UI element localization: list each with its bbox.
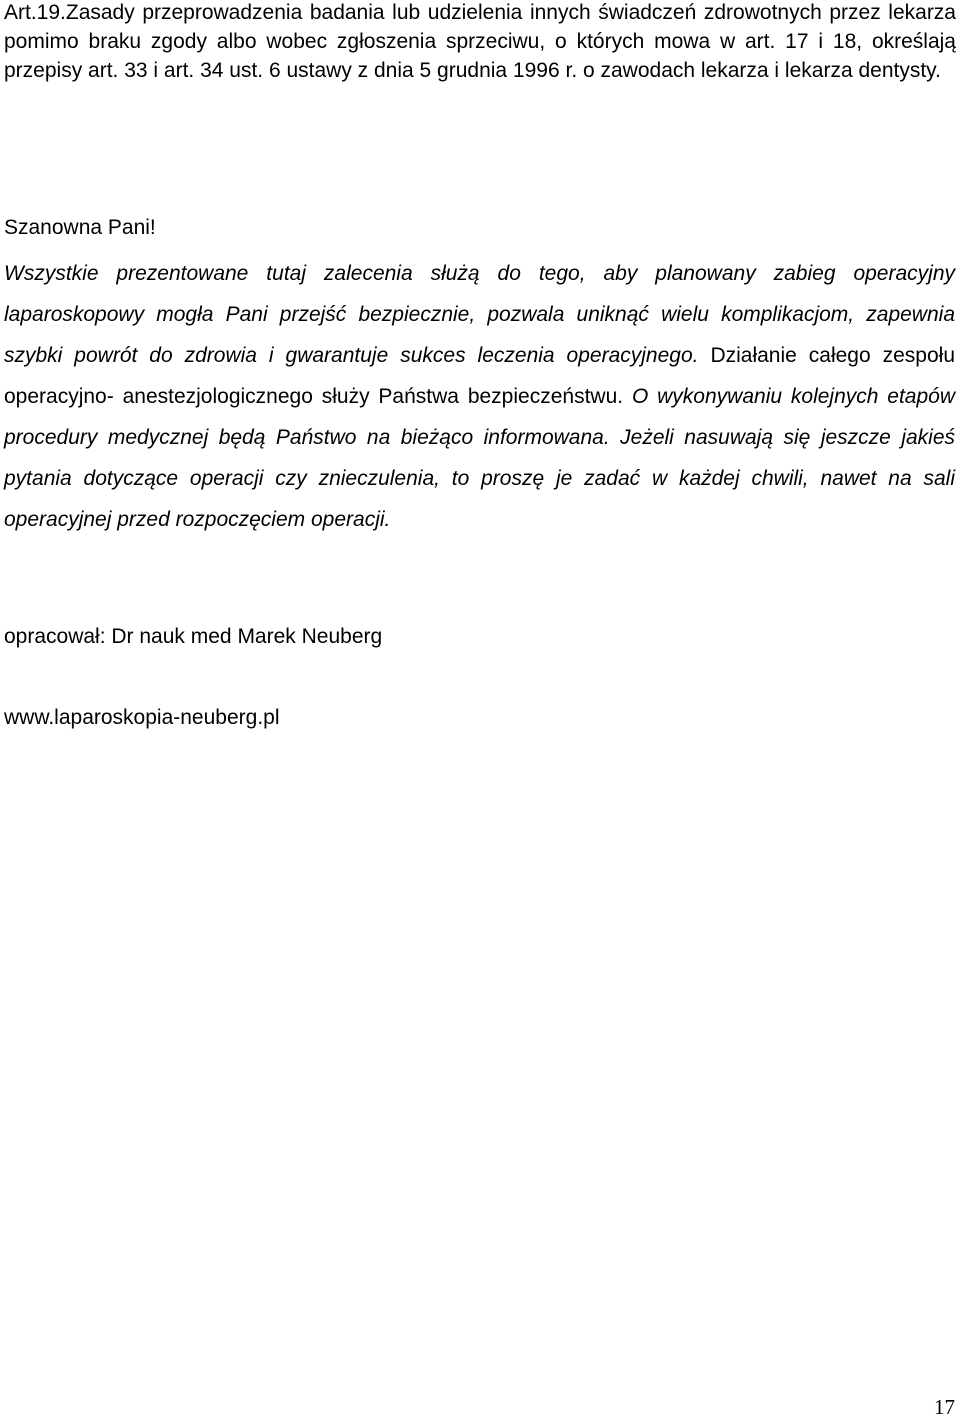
letter-body-part3: O wykonywaniu kolejnych etapów procedury medycznej będą Państwo na bieżąco informowana.: [4, 385, 956, 449]
author-line: opracował: Dr nauk med Marek Neuberg: [4, 625, 383, 648]
letter-body: [4, 253, 955, 540]
article-19-text: Art.19.Zasady przeprowadzenia badania lub udzielenia innych świadczeń zdrowotnych przez lekarza pomimo braku zgody albo wobec zgłoszenia sprzeciwu, o których mowa w art. 17 i 18, określają przepisy art. 33 i art. 34 ust. 6 ustawy z dnia 5 grudnia 1996 r. o zawodach lekarza i lekarza dentysty.: [4, 1, 956, 82]
greeting: Szanowna Pani!: [4, 216, 156, 239]
letter-body-part4: Jeżeli nasuwają się jeszcze jakieś pytania dotyczące operacji czy znieczulenia, to proszę je zadać w każdej chwili, nawet na sali operacyjnej przed rozpoczęciem operacji.: [4, 426, 956, 531]
website-link[interactable]: www.laparoskopia-neuberg.pl: [4, 706, 280, 729]
letter-body-part2: Działanie całego zespołu operacyjno- anestezjologicznego służy Państwa bezpieczeństwu.: [4, 344, 956, 408]
page-number: 17: [934, 1395, 955, 1419]
letter-body-part1: Wszystkie prezentowane tutaj zalecenia służą do tego, aby planowany zabieg operacyjny laparoskopowy mogła Pani przejść bezpiecznie, pozwala uniknąć wielu komplikacjom, zapewnia szybki powrót do zdrowia i gwarantuje sukces leczenia operacyjnego.: [4, 262, 955, 367]
